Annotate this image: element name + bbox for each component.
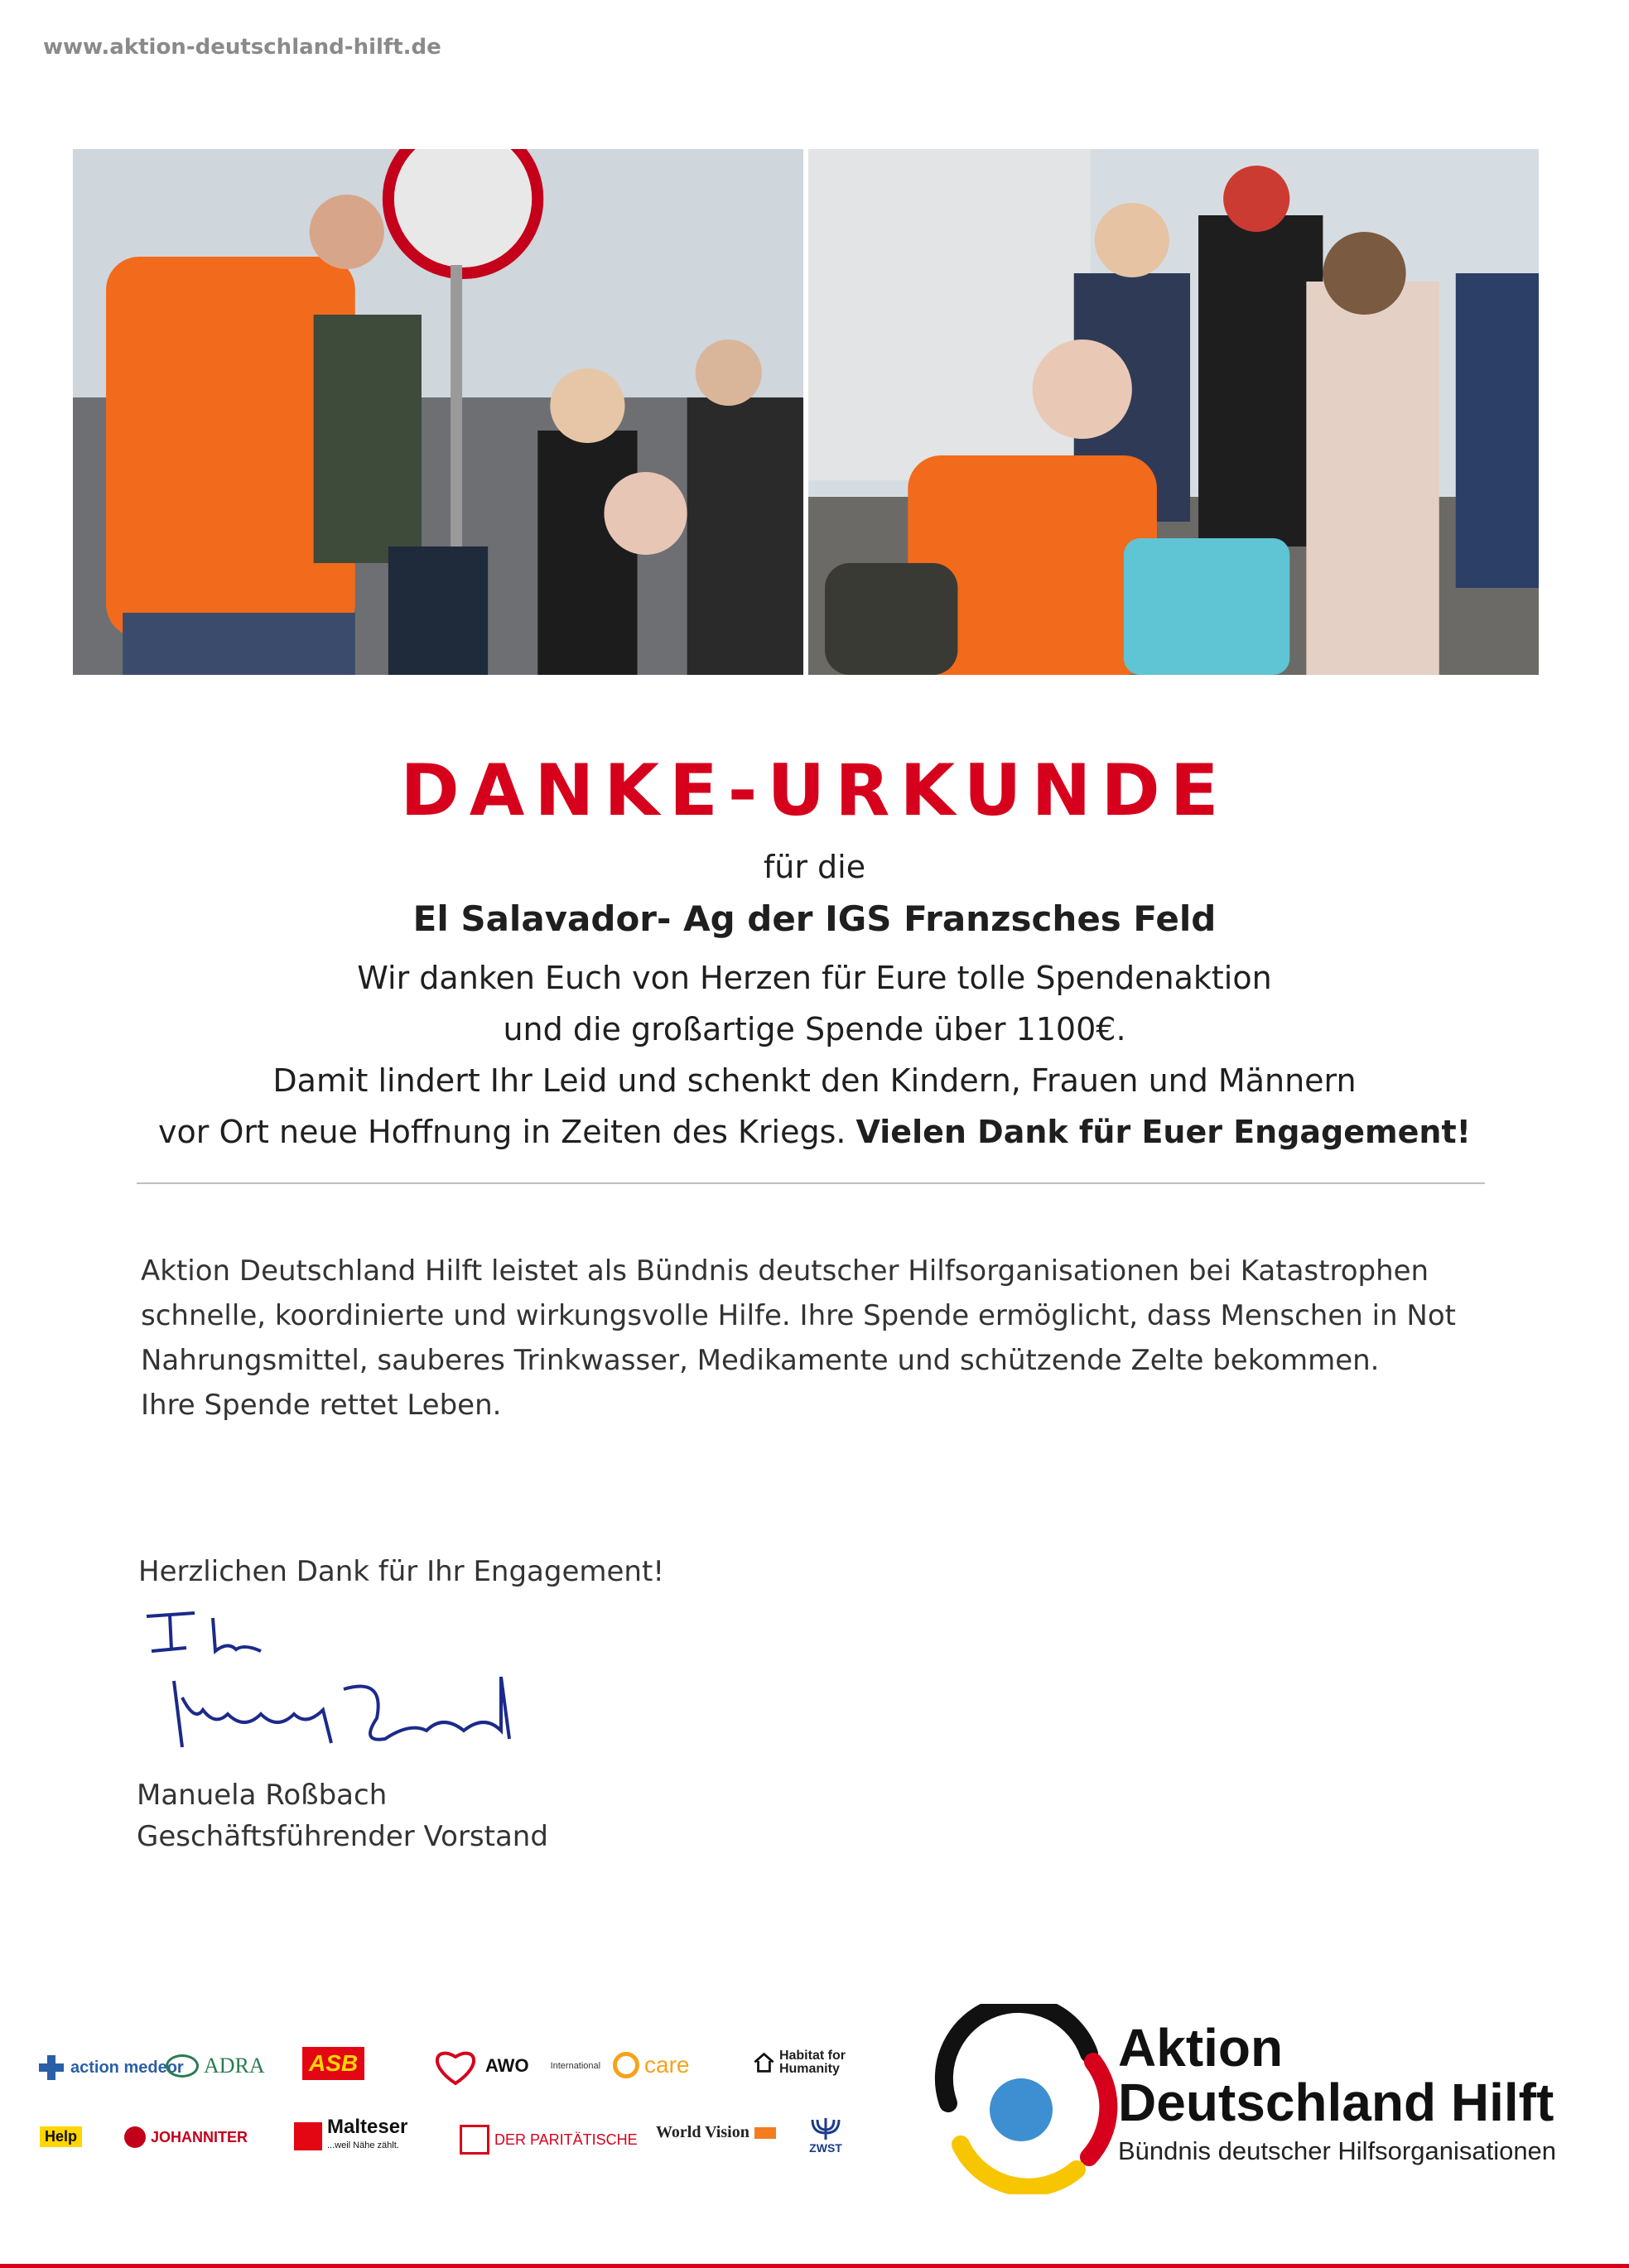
photo-helper-with-children <box>73 149 803 675</box>
info-paragraph <box>141 1249 1516 1428</box>
malteser-cross-icon <box>294 2122 322 2150</box>
recipient-name: El Salavador- Ag der IGS Franzsches Feld <box>412 898 1217 939</box>
zwst-text: ZWST <box>809 2141 842 2155</box>
thanks-message <box>0 952 1629 1158</box>
care-logo <box>613 2052 689 2078</box>
thanks-line-4 <box>0 1106 1629 1158</box>
menorah-icon <box>807 2115 844 2141</box>
info-line-1: Aktion Deutschland Hilft leistet als Bündnis deutscher Hilfsorganisationen bei Katastrophen <box>141 1254 1429 1288</box>
awo-logo <box>431 2045 600 2087</box>
care-emblem-icon <box>613 2052 639 2078</box>
paritaetische-logo <box>460 2125 638 2155</box>
worldvision-text: World Vision <box>656 2123 749 2141</box>
divider <box>137 1182 1485 1184</box>
brand-line-2: Deutschland Hilft <box>1118 2073 1554 2132</box>
care-text: care <box>644 2052 690 2078</box>
malteser-text: Malteser <box>327 2116 408 2138</box>
info-line-3: Nahrungsmittel, sauberes Trinkwasser, Medikamente und schützende Zelte bekommen. <box>141 1344 1380 1377</box>
cross-icon <box>37 2054 65 2082</box>
closing-thanks: Herzlichen Dank für Ihr Engagement! <box>138 1555 664 1588</box>
adra-logo <box>166 2054 265 2078</box>
signatory-name: Manuela Roßbach <box>137 1779 388 1812</box>
thanks-line-4-bold: Vielen Dank für Euer Engagement! <box>855 1114 1471 1150</box>
partner-logos <box>33 2029 886 2178</box>
help-text: Help <box>45 2128 78 2145</box>
paritaetische-emblem-icon <box>460 2125 489 2155</box>
photo-helper-with-girl <box>808 149 1539 675</box>
thanks-line-3: Damit lindert Ihr Leid und schenkt den Kindern, Frauen und Männern <box>272 1062 1357 1099</box>
adra-emblem-icon <box>166 2054 199 2078</box>
awo-subtext: International <box>550 2061 601 2071</box>
worldvision-logo <box>656 2123 776 2142</box>
brand-center-circle <box>990 2078 1053 2141</box>
website-url: www.aktion-deutschland-hilft.de <box>43 35 441 60</box>
heart-icon <box>431 2045 480 2087</box>
brand-line-1: Aktion <box>1118 2018 1284 2078</box>
help-logo <box>40 2126 82 2147</box>
brand-arc-red <box>1089 2062 1108 2157</box>
awo-text: AWO <box>485 2055 529 2076</box>
header-photos <box>73 149 1539 675</box>
info-line-4: Ihre Spende rettet Leben. <box>141 1389 502 1422</box>
house-icon <box>754 2049 774 2077</box>
johanniter-cross-icon <box>124 2126 146 2148</box>
johanniter-text: JOHANNITER <box>151 2128 248 2145</box>
certificate-title: DANKE-URKUNDE <box>400 749 1229 832</box>
info-line-2: schnelle, koordinierte und wirkungsvolle Hilfe. Ihre Spende ermöglicht, dass Menschen in Not <box>141 1299 1456 1332</box>
malteser-subtext: ...weil Nähe zählt. <box>327 2140 399 2150</box>
paritaetische-text: DER PARITÄTISCHE <box>494 2131 638 2148</box>
johanniter-logo <box>124 2126 248 2148</box>
worldvision-swoosh-icon <box>754 2127 776 2139</box>
thanks-line-4-regular: vor Ort neue Hoffnung in Zeiten des Kriegs. <box>158 1114 856 1150</box>
action-medeor-logo <box>37 2054 184 2082</box>
habitat-text: Habitat for Humanity <box>778 2049 846 2076</box>
handwritten-signature <box>137 1598 567 1780</box>
brand-tagline: Bündnis deutscher Hilfsorganisationen <box>1118 2136 1557 2165</box>
action-medeor-text: action medeor <box>70 2058 184 2077</box>
zwst-logo <box>807 2115 844 2155</box>
brand-arc-gold <box>961 2145 1077 2188</box>
malteser-logo <box>294 2118 407 2155</box>
for-label: für die <box>763 849 866 885</box>
bottom-accent-bar <box>0 2264 1629 2268</box>
adra-text: ADRA <box>204 2054 265 2078</box>
signatory <box>137 1774 548 1857</box>
thanks-line-1: Wir danken Euch von Herzen für Eure tolle Spendenaktion <box>357 960 1272 996</box>
brand-wordmark <box>1118 2020 1556 2166</box>
thanks-line-2: und die großartige Spende über 1100€. <box>503 1011 1126 1047</box>
asb-text: ASB <box>309 2050 359 2076</box>
asb-logo <box>302 2047 364 2080</box>
habitat-logo <box>754 2049 870 2077</box>
signatory-role: Geschäftsführender Vorstand <box>137 1820 548 1853</box>
